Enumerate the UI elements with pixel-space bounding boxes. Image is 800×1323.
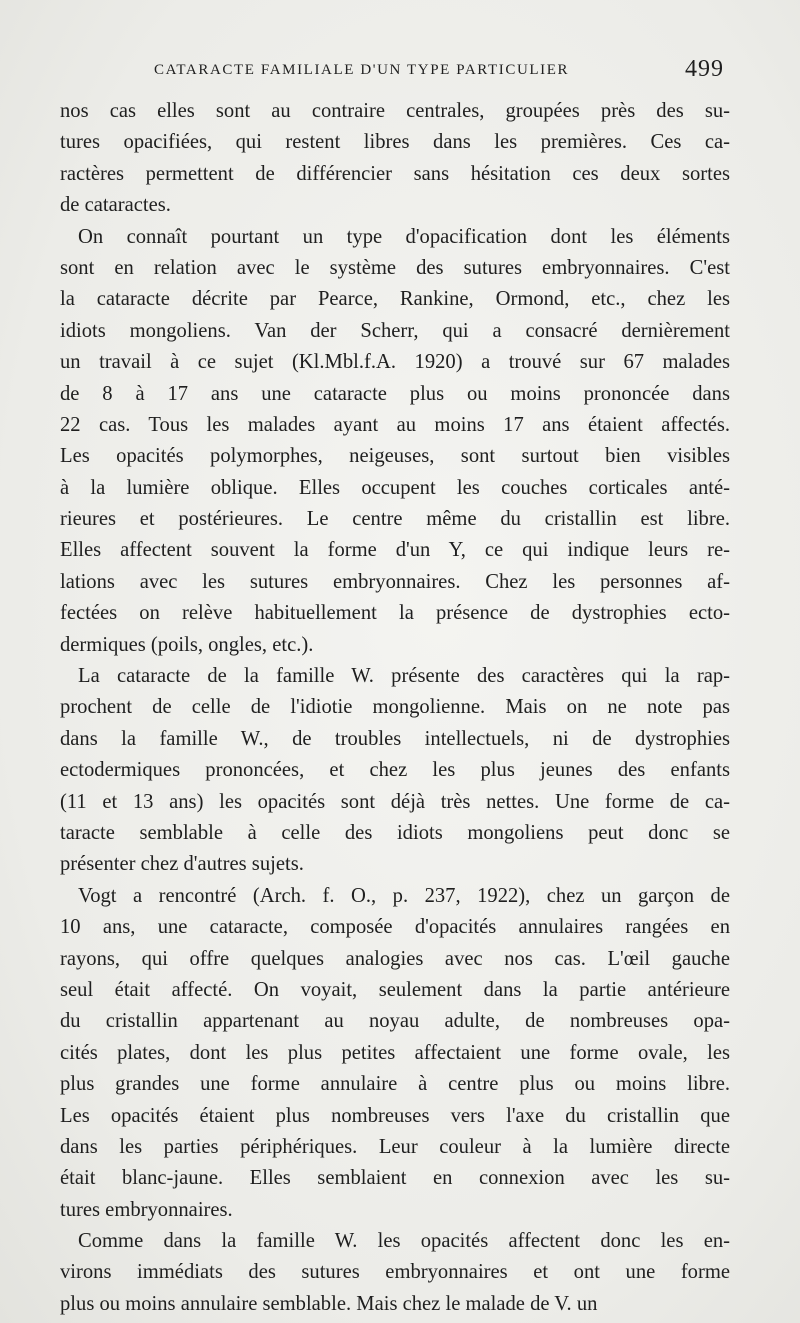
text-line: de cataractes. xyxy=(60,194,171,217)
text-line: 22 cas. Tous les malades ayant au moins 17 ans étaient affectés. xyxy=(60,413,730,436)
text-line: On connaît pourtant un type d'opacification dont les éléments xyxy=(78,225,730,248)
paragraph xyxy=(60,661,730,881)
text-line: cités plates, dont les plus petites affectaient une forme ovale, les xyxy=(60,1041,730,1064)
text-line: Comme dans la famille W. les opacités affectent donc les en- xyxy=(78,1230,730,1253)
text-line: ectodermiques prononcées, et chez les plus jeunes des enfants xyxy=(60,759,730,782)
text-line: Vogt a rencontré (Arch. f. O., p. 237, 1922), chez un garçon de xyxy=(78,884,730,907)
text-line: ractères permettent de différencier sans hésitation ces deux sortes xyxy=(60,162,730,185)
text-line: virons immédiats des sutures embryonnaires et ont une forme xyxy=(60,1261,730,1284)
paragraph xyxy=(60,881,730,1226)
text-line: fectées on relève habituellement la présence de dystrophies ecto- xyxy=(60,602,730,625)
text-line: taracte semblable à celle des idiots mongoliens peut donc se xyxy=(60,821,730,844)
page-number: 499 xyxy=(685,56,724,82)
text-line: sont en relation avec le système des sutures embryonnaires. C'est xyxy=(60,256,730,279)
paragraph xyxy=(60,96,730,222)
text-line: nos cas elles sont au contraire centrales, groupées près des su- xyxy=(60,100,730,122)
text-line: du cristallin appartenant au noyau adulte, de nombreuses opa- xyxy=(60,1010,730,1033)
paragraph xyxy=(60,222,730,661)
text-line: seul était affecté. On voyait, seulement dans la partie antérieure xyxy=(60,978,730,1001)
text-line: la cataracte décrite par Pearce, Rankine, Ormond, etc., chez les xyxy=(60,288,730,311)
text-line: Les opacités étaient plus nombreuses vers l'axe du cristallin que xyxy=(60,1104,730,1127)
text-line: rayons, qui offre quelques analogies avec nos cas. L'œil gauche xyxy=(60,947,730,970)
text-line: Les opacités polymorphes, neigeuses, sont surtout bien visibles xyxy=(60,445,730,468)
text-line: rieures et postérieures. Le centre même du cristallin est libre. xyxy=(60,508,730,531)
text-line: présenter chez d'autres sujets. xyxy=(60,853,304,876)
text-line: 10 ans, une cataracte, composée d'opacités annulaires rangées en xyxy=(60,916,730,939)
text-line: un travail à ce sujet (Kl.Mbl.f.A. 1920) a trouvé sur 67 malades xyxy=(60,351,730,374)
text-line: dans les parties périphériques. Leur couleur à la lumière directe xyxy=(60,1135,730,1158)
text-line: à la lumière oblique. Elles occupent les couches corticales anté- xyxy=(60,476,730,499)
running-title: CATARACTE FAMILIALE D'UN TYPE PARTICULIER xyxy=(154,62,570,78)
text-line: tures opacifiées, qui restent libres dans les premières. Ces ca- xyxy=(60,131,730,154)
text-line: prochent de celle de l'idiotie mongolienne. Mais on ne note pas xyxy=(60,696,730,719)
text-line: La cataracte de la famille W. présente des caractères qui la rap- xyxy=(78,665,730,688)
text-line: de 8 à 17 ans une cataracte plus ou moins prononcée dans xyxy=(60,382,730,405)
text-line: tures embryonnaires. xyxy=(60,1198,233,1221)
paragraph xyxy=(60,1226,730,1320)
text-line: idiots mongoliens. Van der Scherr, qui a consacré dernièrement xyxy=(60,319,730,342)
text-line: était blanc-jaune. Elles semblaient en connexion avec les su- xyxy=(60,1167,730,1190)
text-line: dermiques (poils, ongles, etc.). xyxy=(60,633,314,656)
text-line: (11 et 13 ans) les opacités sont déjà très nettes. Une forme de ca- xyxy=(60,790,730,813)
text-line: dans la famille W., de troubles intellectuels, ni de dystrophies xyxy=(60,727,730,750)
text-line: Elles affectent souvent la forme d'un Y, ce qui indique leurs re- xyxy=(60,539,730,562)
text-line: plus grandes une forme annulaire à centre plus ou moins libre. xyxy=(60,1073,730,1096)
body-text xyxy=(60,96,730,1320)
page-header xyxy=(154,56,734,86)
text-line: plus ou moins annulaire semblable. Mais chez le malade de V. un xyxy=(60,1292,598,1315)
text-line: lations avec les sutures embryonnaires. Chez les personnes af- xyxy=(60,570,730,593)
